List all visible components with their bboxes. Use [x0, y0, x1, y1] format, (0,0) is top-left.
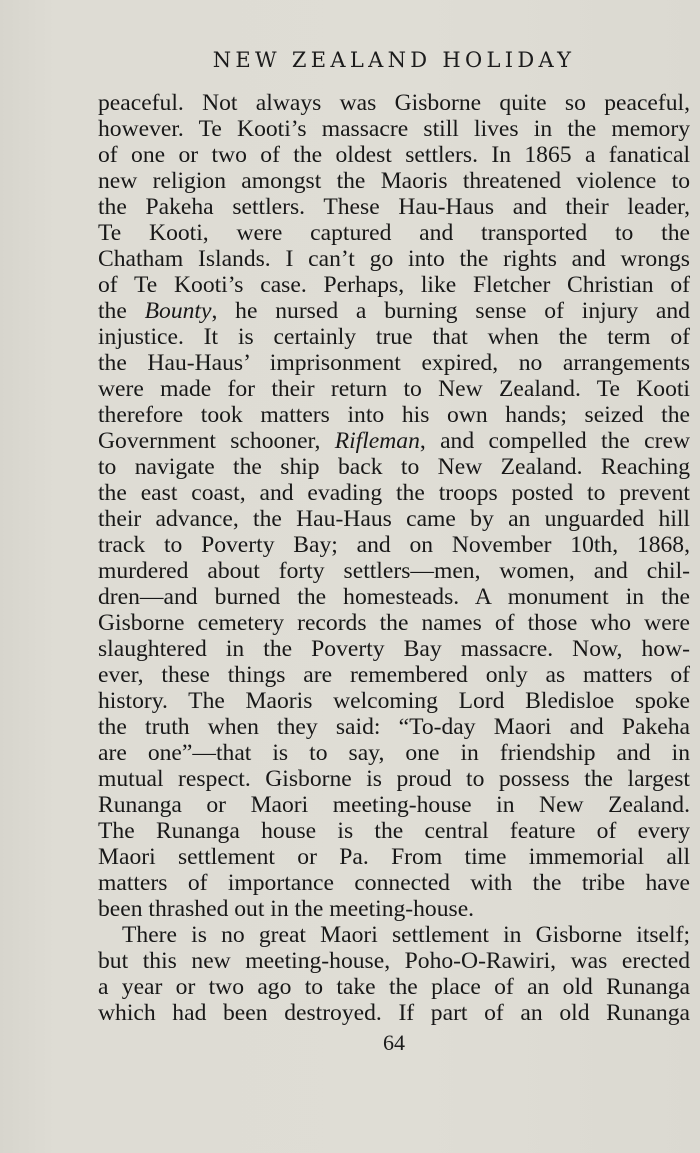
text-line: Chatham Islands. I can’t go into the rights and wrongs [98, 246, 690, 272]
text-line: therefore took matters into his own hands; seized the [98, 402, 690, 428]
text-line: dren—and burned the homesteads. A monument in the [98, 584, 690, 610]
text-line: track to Poverty Bay; and on November 10th, 1868, [98, 532, 690, 558]
body-text [98, 90, 690, 1026]
text-line: new religion amongst the Maoris threatened violence to [98, 168, 690, 194]
text-line: the Hau-Haus’ imprisonment expired, no arrangements [98, 350, 690, 376]
text-line: the east coast, and evading the troops posted to prevent [98, 480, 690, 506]
page-number: 64 [383, 1030, 405, 1055]
text-line: Government schooner, Rifleman, and compelled the crew [98, 428, 691, 454]
text-line: the Pakeha settlers. These Hau-Haus and their leader, [98, 194, 690, 220]
text-line: mutual respect. Gisborne is proud to possess the largest [98, 766, 690, 792]
text-line: murdered about forty settlers—men, women, and chil- [98, 558, 690, 584]
text-line: of one or two of the oldest settlers. In 1865 a fanatical [98, 142, 690, 168]
text-line: Maori settlement or Pa. From time immemorial all [98, 844, 690, 870]
text-line: are one”—that is to say, one in friendship and in [98, 740, 690, 766]
text-line: Runanga or Maori meeting-house in New Zealand. [98, 792, 690, 818]
text-line: slaughtered in the Poverty Bay massacre. Now, how- [98, 636, 690, 662]
text-line: The Runanga house is the central feature of every [98, 818, 690, 844]
text-line: were made for their return to New Zealand. Te Kooti [98, 376, 690, 402]
text-line: however. Te Kooti’s massacre still lives in the memory [98, 116, 690, 142]
italic-title: Bounty [144, 298, 212, 324]
text-line: to navigate the ship back to New Zealand. Reaching [98, 454, 690, 480]
text-line: the Bounty, he nursed a burning sense of injury and [98, 298, 690, 324]
text-line: matters of importance connected with the tribe have [98, 870, 690, 896]
text-line: Gisborne cemetery records the names of those who were [98, 610, 690, 636]
text-line: which had been destroyed. If part of an old Runanga [98, 1000, 690, 1026]
text-line: their advance, the Hau-Haus came by an unguarded hill [98, 506, 690, 532]
text-line: a year or two ago to take the place of an old Runanga [98, 974, 690, 1000]
text-line: the truth when they said: “To-day Maori and Pakeha [98, 714, 690, 740]
text-line: injustice. It is certainly true that when the term of [98, 324, 690, 350]
text-line: but this new meeting-house, Poho-O-Rawiri, was erected [98, 948, 690, 974]
text-line: of Te Kooti’s case. Perhaps, like Fletcher Christian of [98, 272, 690, 298]
text-line: There is no great Maori settlement in Gisborne itself; [122, 922, 690, 948]
running-head: NEW ZEALAND HOLIDAY [212, 48, 576, 72]
text-line: peaceful. Not always was Gisborne quite so peaceful, [98, 90, 690, 116]
text-line: ever, these things are remembered only as matters of [98, 662, 690, 688]
text-line: been thrashed out in the meeting-house. [98, 896, 475, 922]
italic-title: Rifleman [334, 428, 420, 454]
text-line: Te Kooti, were captured and transported to the [98, 220, 690, 246]
text-line: history. The Maoris welcoming Lord Bledisloe spoke [98, 688, 690, 714]
